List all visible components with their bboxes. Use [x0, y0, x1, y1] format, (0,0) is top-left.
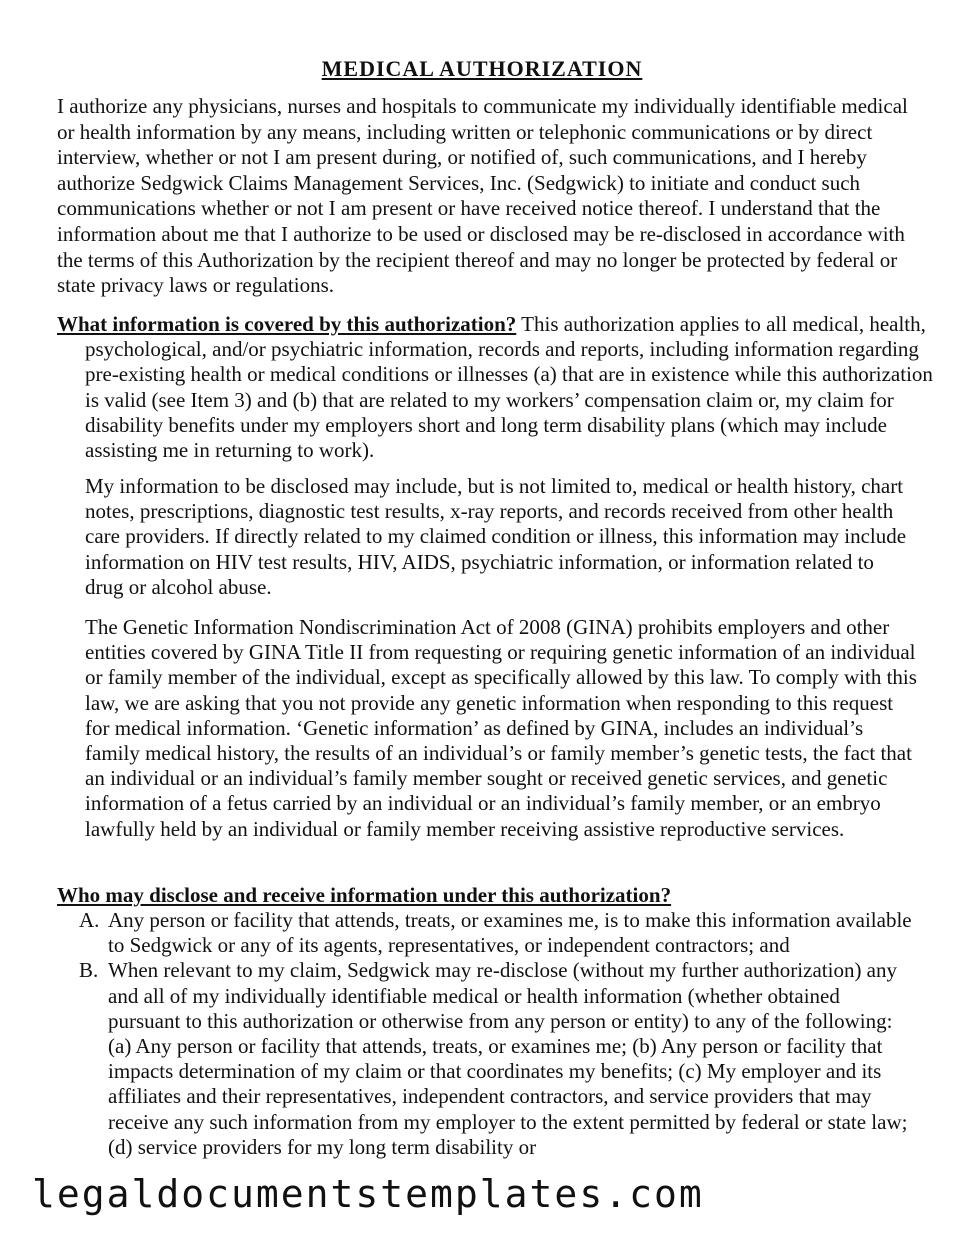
- gina-notice-paragraph: The Genetic Information Nondiscrimination Act of 2008 (GINA) prohibits employers and other entities covered by GINA Title II from requesting or requiring genetic information of an individual or family member of the individual, except as specifically allowed by this law. To comply with this law, we are asking that you not provide any genetic information when responding to this request for medical information. ‘Genetic information’ as defined by GINA, includes an individual’s family medical history, the results of an individual’s or family member’s genetic tests, the fact that an individual or an individual’s family member sought or received genetic services, and genetic information of a fetus carried by an individual or an individual’s family member, or an embryo lawfully held by an individual or family member receiving assistive reproductive services.: [85, 615, 917, 841]
- section-heading-who-may-disclose: Who may disclose and receive information under this authorization?: [57, 883, 672, 907]
- list-item: [57, 908, 917, 958]
- disclosure-details-paragraph: My information to be disclosed may include, but is not limited to, medical or health history, chart notes, prescriptions, diagnostic test results, x-ray reports, and records received from other health care providers. If directly related to my claimed condition or illness, this information may include information on HIV test results, HIV, AIDS, psychiatric information, or information related to drug or alcohol abuse.: [85, 474, 907, 599]
- list-marker: B.: [79, 958, 99, 983]
- list-item-text: When relevant to my claim, Sedgwick may re-disclose (without my further authorization) any and all of my individually identifiable medical or health information (whether obtained pursuant to this authorization or otherwise from any person or entity) to any of the following: (a) Any person or facility that attends, treats, or examines me; (b) Any person or facility that impacts determination of my claim or that coordinates my benefits; (c) My employer and its affiliates and their representatives, independent contractors, and service providers that may receive any such information from my employer to the extent permitted by federal or state law; (d) service providers for my long term disability or: [108, 958, 908, 1159]
- list-marker: A.: [79, 908, 100, 932]
- document-title: MEDICAL AUTHORIZATION: [321, 56, 643, 81]
- section-text-covered-information: This authorization applies to all medical, health, psychological, and/or psychiatric information, records and reports, including information regarding pre-existing health or medical conditions or illnesses (a) that are in existence while this authorization is valid (see Item 3) and (b) that are related to my workers’ compensation claim or, my claim for disability benefits under my employers short and long term disability plans (which may include assisting me in returning to work).: [85, 312, 933, 463]
- section-covered-information: [57, 312, 945, 463]
- watermark: legaldocumentstemplates.com: [32, 1172, 704, 1216]
- disclosure-parties-list: [57, 908, 917, 1160]
- list-item-text: Any person or facility that attends, treats, or examines me, is to make this information available to Sedgwick or any of its agents, representatives, or independent contractors; and: [108, 908, 912, 958]
- intro-paragraph: I authorize any physicians, nurses and hospitals to communicate my individually identifiable medical or health information by any means, including written or telephonic communications or by direct interview, whether or not I am present during, or notified of, such communications, and I hereby authorize Sedgwick Claims Management Services, Inc. (Sedgwick) to initiate and conduct such communications whether or not I am present or have received notice thereof. I understand that the information about me that I authorize to be used or disclosed may be re-disclosed in accordance with the terms of this Authorization by the recipient thereof and may no longer be protected by federal or state privacy laws or regulations.: [57, 94, 908, 298]
- list-item: [57, 958, 917, 1160]
- section-heading-covered-information: What information is covered by this authorization?: [57, 312, 517, 336]
